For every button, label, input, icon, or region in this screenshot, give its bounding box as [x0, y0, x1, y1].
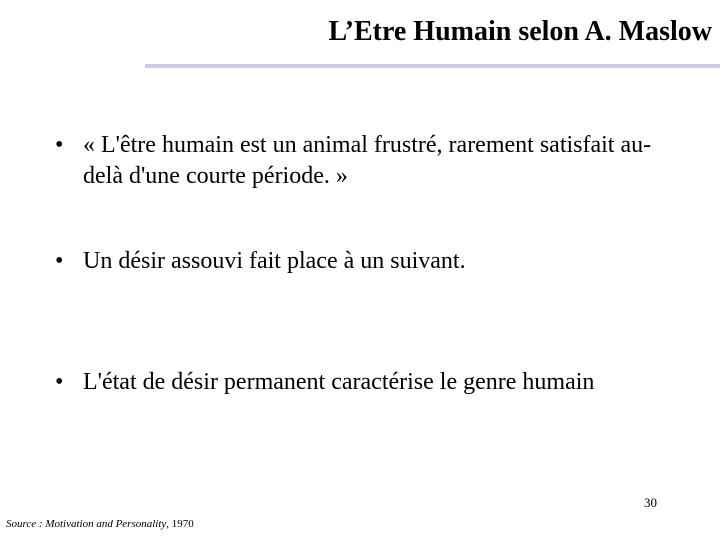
source-year: , 1970 [166, 518, 194, 530]
source-book-title: Motivation and Personality [45, 518, 167, 530]
bullet-text: Un désir assouvi fait place à un suivant. [83, 248, 466, 274]
bullet-item [55, 367, 655, 398]
slide-title: L’Etre Humain selon A. Maslow [328, 16, 712, 47]
title-underline-divider [145, 64, 720, 68]
bullet-text: L'état de désir permanent caractérise le genre humain [83, 369, 595, 395]
bullet-dot-icon: • [55, 248, 64, 274]
bullet-dot-icon: • [55, 369, 64, 395]
bullet-item [55, 246, 655, 277]
bullet-dot-icon: • [55, 132, 64, 158]
page-number: 30 [644, 495, 657, 510]
source-label: Source : [6, 518, 46, 530]
bullet-text: « L'être humain est un animal frustré, rarement satisfait au-delà d'une courte période. » [83, 132, 652, 189]
bullet-item [55, 130, 655, 192]
source-note [6, 518, 194, 530]
